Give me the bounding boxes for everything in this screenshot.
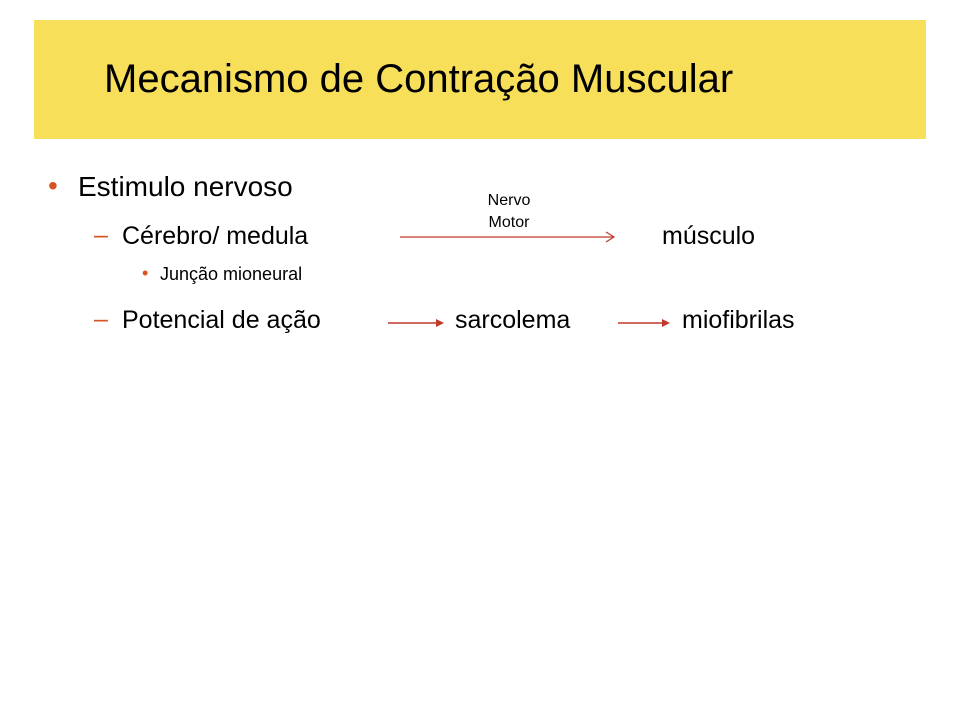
bullet-marker: • (48, 170, 58, 201)
arrow-label-line1: Nervo (487, 192, 531, 209)
text-cerebro-medula: Cérebro/ medula (122, 222, 309, 250)
text-miofibrilas: miofibrilas (682, 306, 795, 334)
text-juncao-mioneural: Junção mioneural (160, 264, 303, 284)
arrow-sarcolema-miofibrilas (618, 319, 670, 327)
small-bullet-marker: • (142, 263, 149, 283)
arrow-nervo-motor (400, 232, 614, 242)
dash-marker-2: – (94, 305, 108, 333)
text-sarcolema: sarcolema (455, 306, 571, 334)
bullet-estimulo-nervoso: Estimulo nervoso (78, 171, 293, 202)
arrow-label-line2: Motor (488, 214, 530, 231)
arrow-potencial-sarcolema (388, 319, 444, 327)
text-potencial-de-acao: Potencial de ação (122, 306, 321, 334)
dash-marker: – (94, 221, 108, 249)
text-musculo: músculo (662, 222, 756, 250)
slide-title: Mecanismo de Contração Muscular (104, 57, 734, 101)
